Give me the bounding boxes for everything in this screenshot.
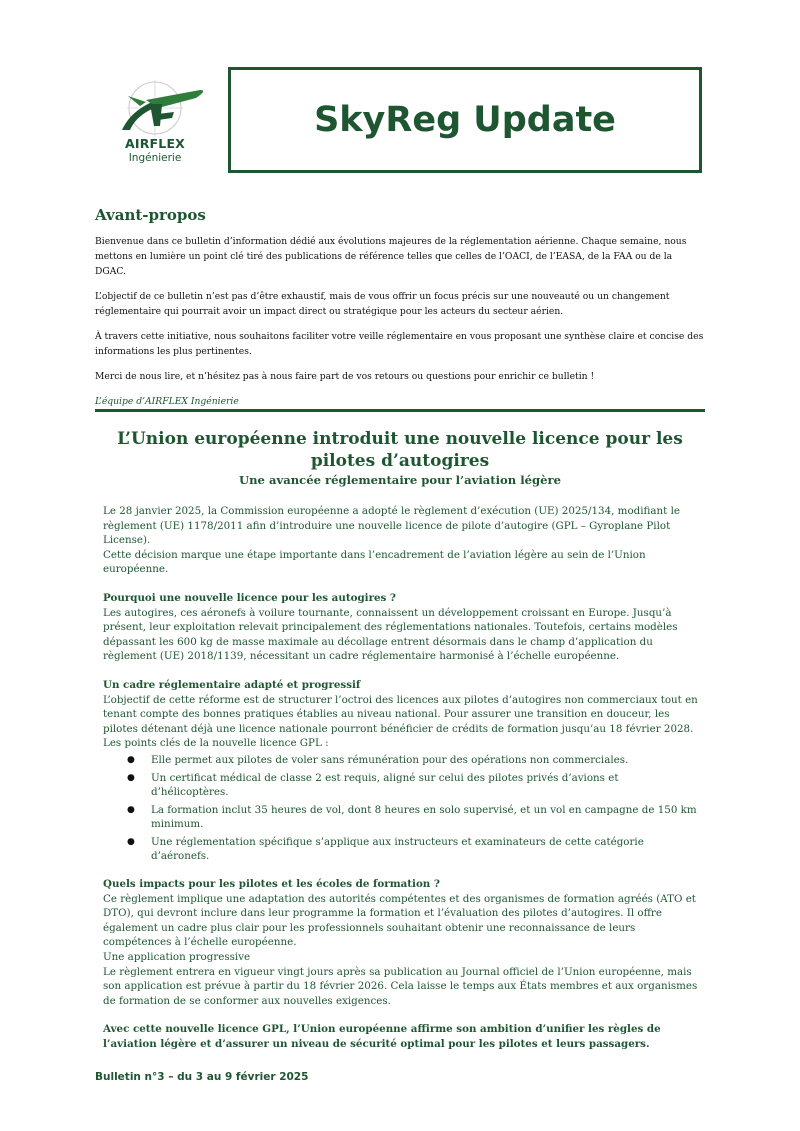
bulletin-footer: Bulletin n°3 – du 3 au 9 février 2025 <box>95 1071 309 1083</box>
key-points-list <box>103 753 698 864</box>
intro-paragraph: Cette décision marque une étape importante dans l’encadrement de l’aviation légère au sein de l’Union européenne. <box>103 548 646 576</box>
foreword-paragraph: L’objectif de ce bulletin n’est pas d’être exhaustif, mais de vous offrir un focus précis sur une nouveauté ou un changement réglementaire qui pourrait avoir un impact direct ou stratégique pour les acteurs du secteur aérien. <box>95 291 670 317</box>
list-intro: Les points clés de la nouvelle licence GPL : <box>103 737 329 750</box>
list-item: ● La formation inclut 35 heures de vol, dont 8 heures en solo supervisé, et un vol en campagne de 150 km minimum. <box>151 803 698 832</box>
logo-brand-subtitle: Ingénierie <box>128 152 182 164</box>
airplane-logo-icon <box>100 78 210 138</box>
foreword-section <box>95 206 705 419</box>
airflex-logo <box>100 78 210 168</box>
section-divider <box>95 409 705 412</box>
article-subtitle: Une avancée réglementaire pour l’aviation légère <box>239 473 561 487</box>
section-text: L’objectif de cette réforme est de structurer l’octroi des licences aux pilotes d’autogires non commerciaux tout en tenant compte des bonnes pratiques établies au niveau national. Pour assurer une transition en douceur, les pilotes détenant déjà une licence nationale pourront bénéficier de crédits de formation jusqu’au 18 février 2028. <box>103 693 698 735</box>
section-text: Ce règlement implique une adaptation des autorités compétentes et des organismes de formation agréés (ATO et DTO), qui devront inclure dans leur programme la formation et l’évaluation des pilotes d’autogires. Il offre également un cadre plus clair pour les professionnels souhaitant obtenir une reconnaissance de leurs compétences à l’échelle européenne. <box>103 892 696 949</box>
foreword-heading: Avant-propos <box>95 206 206 224</box>
section-heading: Pourquoi une nouvelle licence pour les autogires ? <box>103 591 396 604</box>
page-title: SkyReg Update <box>314 100 616 140</box>
intro-paragraph: Le 28 janvier 2025, la Commission européenne a adopté le règlement d’exécution (UE) 2025/134, modifiant le règlement (UE) 1178/2011 afin d’introduire une nouvelle licence de pilote d’autogire (GPL – Gyroplane Pilot License). <box>103 505 680 547</box>
article-body <box>103 504 698 1052</box>
section-subheading: Une application progressive <box>103 951 251 964</box>
list-item: ● Elle permet aux pilotes de voler sans rémunération pour des opérations non commerciales. <box>151 753 698 768</box>
foreword-paragraph: Merci de nous lire, et n’hésitez pas à nous faire part de vos retours ou questions pour enrichir ce bulletin ! <box>95 371 595 382</box>
title-box <box>228 67 702 173</box>
list-item: ● Une réglementation spécifique s’applique aux instructeurs et examinateurs de cette catégorie d’aéronefs. <box>151 835 698 864</box>
article-title: L’Union européenne introduit une nouvelle licence pour les pilotes d’autogires <box>117 429 683 471</box>
section-text: Les autogires, ces aéronefs à voilure tournante, connaissent un développement croissant en Europe. Jusqu’à présent, leur exploitation relevait principalement des réglementations nationales. Toutefois, certains modèles dépassant les 600 kg de masse maximale au décollage entrent désormais dans le champ d’application du règlement (UE) 2018/1139, nécessitant un cadre réglementaire harmonisé à l’échelle européenne. <box>103 606 678 663</box>
foreword-signature: L’équipe d’AIRFLEX Ingénierie <box>95 396 239 407</box>
foreword-paragraph: À travers cette initiative, nous souhaitons faciliter votre veille réglementaire en vous proposant une synthèse claire et concise des informations les plus pertinentes. <box>95 331 704 357</box>
conclusion: Avec cette nouvelle licence GPL, l’Union européenne affirme son ambition d’unifier les règles de l’aviation légère et d’assurer un niveau de sécurité optimal pour les pilotes et leurs passagers. <box>103 1023 661 1050</box>
section-text: Le règlement entrera en vigueur vingt jours après sa publication au Journal officiel de l’Union européenne, mais son application est prévue à partir du 18 février 2026. Cela laisse le temps aux États membres et aux organismes de formation de se conformer aux nouvelles exigences. <box>103 965 698 1007</box>
foreword-paragraph: Bienvenue dans ce bulletin d’information dédié aux évolutions majeures de la réglementation aérienne. Chaque semaine, nous mettons en lumière un point clé tiré des publications de référence telles que celles de l’OACI, de l’EASA, de la FAA ou de la DGAC. <box>95 236 687 277</box>
section-heading: Un cadre réglementaire adapté et progressif <box>103 678 361 691</box>
list-item: ● Un certificat médical de classe 2 est requis, aligné sur celui des pilotes privés d’avions et d’hélicoptères. <box>151 771 698 800</box>
section-heading: Quels impacts pour les pilotes et les écoles de formation ? <box>103 878 440 891</box>
logo-brand-name: AIRFLEX <box>124 136 186 151</box>
